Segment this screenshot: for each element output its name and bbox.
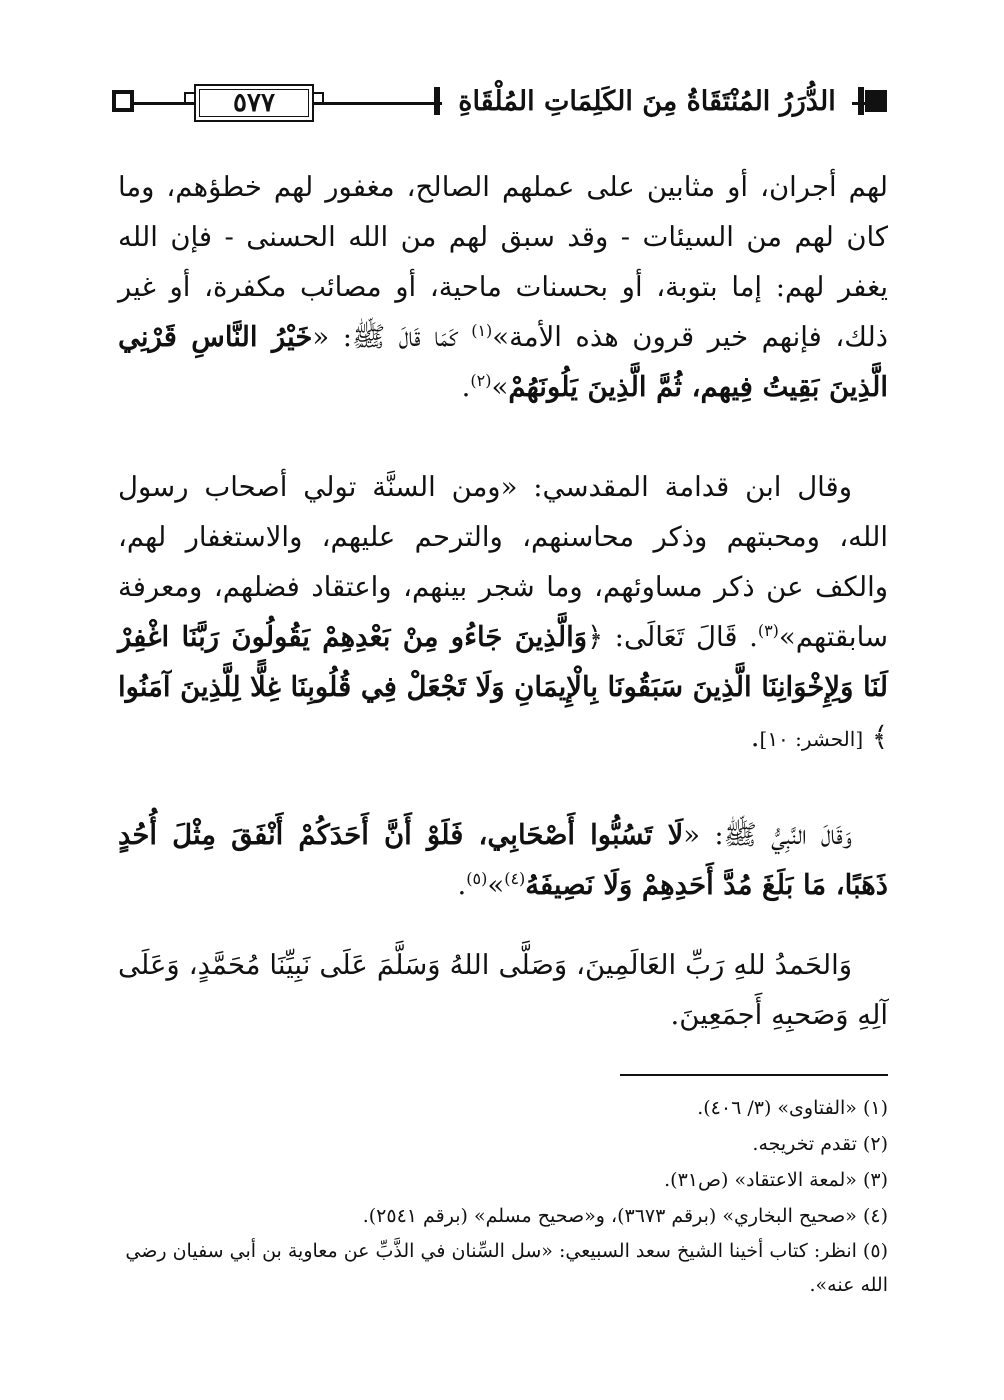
quote-lead: وَقَالَ النَّبِيُّ ﷺ: « [683,819,852,851]
paragraph-4 [118,940,888,1040]
quote-lead: كَمَا قَالَ ﷺ: « [312,321,472,353]
header-ornament-square-outline [112,90,134,112]
footnote-5: (٥) انظر: كتاب أخينا الشيخ سعد السبيعي: «سل السِّنان في الذَّبِّ عن معاوية بن أبي سفيان رضي الله عنه». [125,1240,888,1296]
footnote-marker-5: (٥) [466,868,488,888]
footnote-marker-4: (٤) [504,868,526,888]
closing-doxology: وَالحَمدُ للهِ رَبِّ العَالَمِينَ، وَصَلَّى اللهُ وَسَلَّمَ عَلَى نَبِيِّنَا مُحَمَّدٍ، وَعَلَى آلِهِ وَصَحبِهِ أَجمَعِينَ. [118,949,888,1031]
quote-close: » [487,869,505,901]
footnote-marker-1: (١) [471,320,493,340]
page-header [112,80,887,128]
sentence-end: . [750,721,760,753]
footnote-3: (٣) «لمعة الاعتقاد» (ص٣١). [664,1169,888,1191]
header-ornament-hook-right [314,92,324,104]
hadith-text: خَيْرُ النَّاسِ قَرْنِي الَّذِينَ بَقِيتُ فِيهم، ثُمَّ الَّذِينَ يَلُونَهُمْ [118,321,888,403]
hadith-text: لَا تَسُبُّوا أَصْحَابِي، فَلَوْ أَنَّ أَحَدَكُمْ أَنْفَقَ مِثْلَ أُحُدٍ ذَهَبًا، مَا بَلَغَ مُدَّ أَحَدِهِمْ وَلَا نَصِيفَهُ [118,819,888,901]
surah-reference: [الحشر: ١٠] [759,727,864,751]
paragraph-1-text: لهم أجران، أو مثابين على عملهم الصالح، مغفور لهم خطؤهم، وما كان لهم من السيئات - وقد سبق لهم من الله الحسنى - فإن الله يغفر لهم: إما بتوبة، أو بحسنات ماحية، أو مصائب مكفرة، أو غير ذلك، فإنهم خير قرون هذه الأمة» [118,171,888,353]
paragraph-2-text: وقال ابن قدامة المقدسي: «ومن السنَّة تولي أصحاب رسول الله، ومحبتهم وذكر محاسنهم، والترحم عليهم، والاستغفار لهم، والكف عن ذكر مساوئهم، وما شجر بينهم، واعتقاد فضلهم، ومعرفة سابقتهم» [118,471,889,653]
footnote-1: (١) «الفتاوى» (٣/ ٤٠٦). [697,1097,888,1119]
footnote-2: (٢) تقدم تخريجه. [752,1133,888,1155]
paragraph-1 [118,162,888,412]
quote-lead: . قَالَ تَعَالَى: ﴿ [587,621,758,653]
sentence-end: . [457,869,467,901]
page-number-frame [194,84,314,122]
running-title: الدُّرَرُ المُنْتَقَاةُ مِنَ الكَلِمَاتِ المُلْقَاةِ [442,82,852,122]
footnote-marker-3: (٣) [757,620,779,640]
footnote-separator [620,1074,888,1076]
header-ornament-bar-left [434,87,440,115]
header-ornament-bar-right [858,87,864,115]
header-rule-middle [312,102,447,105]
header-ornament-hook-left [184,92,194,104]
quran-verse: وَالَّذِينَ جَاءُو مِنْ بَعْدِهِمْ يَقُولُونَ رَبَّنَا اغْفِرْ لَنَا وَلِإِخْوَانِنَا الَّذِينَ سَبَقُونَا بِالْإِيمَانِ وَلَا تَجْعَلْ فِي قُلُوبِنَا غِلًّا لِلَّذِينَ آمَنُوا [117,621,888,703]
footnote-4: (٤) «صحيح البخاري» (برقم ٣٦٧٣)، و«صحيح مسلم» (برقم ٢٥٤١). [362,1205,888,1227]
quote-close: » [491,371,509,403]
paragraph-3 [118,810,888,910]
header-ornament-square-solid [865,90,887,112]
page-number: ٥٧٧ [233,88,275,118]
footnote-marker-2: (٢) [470,370,492,390]
sentence-end: . [461,371,471,403]
verse-close: ﴾ [863,721,888,753]
footnotes [118,1090,888,1302]
paragraph-2 [118,462,888,764]
